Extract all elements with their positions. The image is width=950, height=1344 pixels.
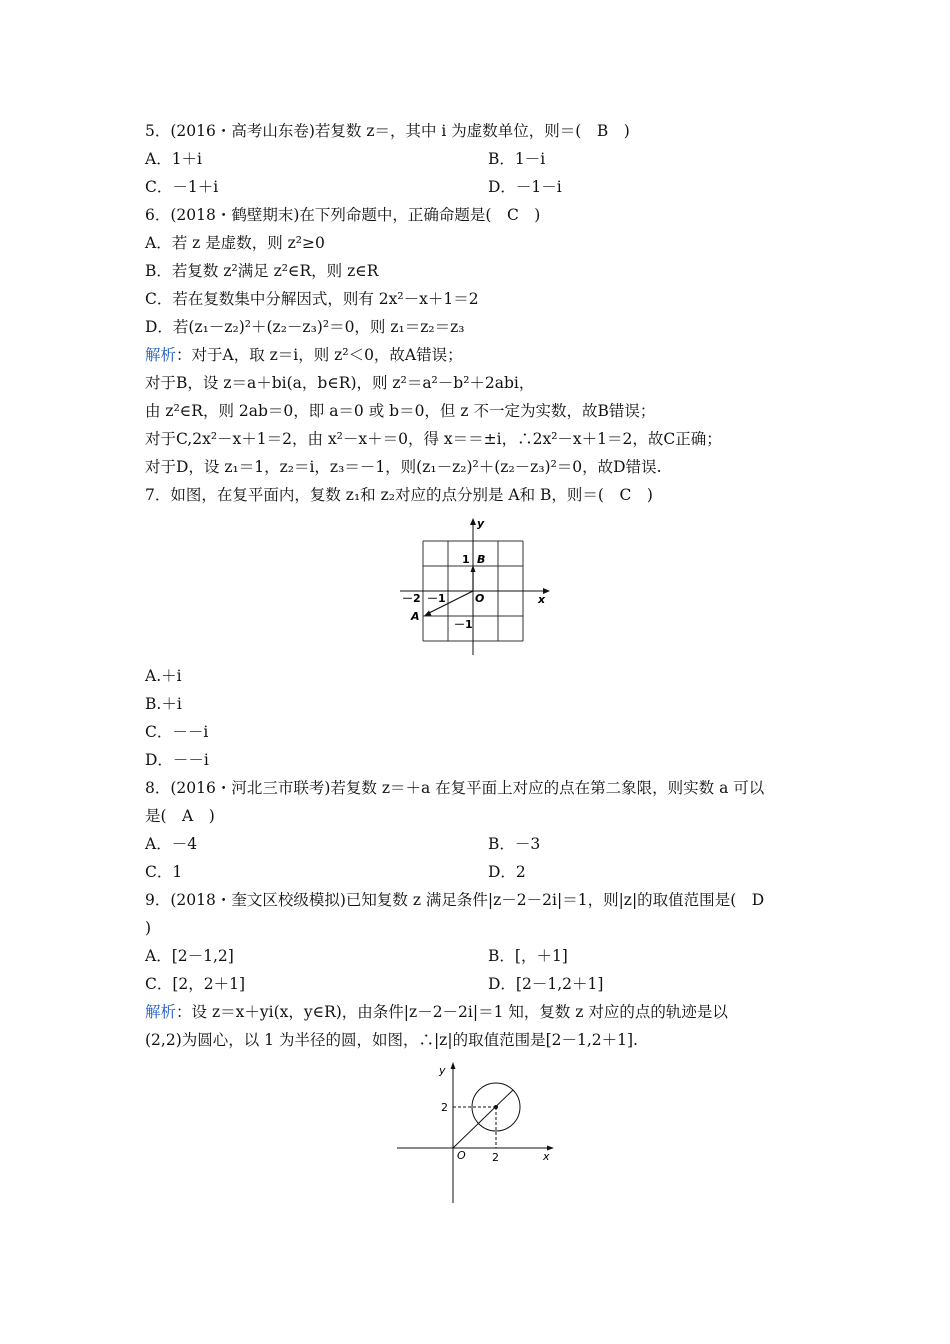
q7-origin-label: O (475, 592, 485, 605)
q9-x-label: x (543, 1150, 550, 1163)
q6-option-c: C．若在复数集中分解因式，则有 2x²－x＋1＝2 (145, 290, 479, 308)
q9-solution-line-1 (145, 1001, 728, 1023)
q9-solution-line-2: (2,2)为圆心，以 1 为半径的圆，如图，∴|z|的取值范围是[2－1,2＋1]. (145, 1031, 638, 1049)
q6-solution-label: 解析 (145, 346, 177, 364)
q7-y-axis-arrow-icon (470, 518, 476, 525)
q5-option-a: A．1＋i (145, 150, 203, 168)
q9-option-b: B．[，＋1] (488, 947, 568, 965)
q9-tick-y-2: 2 (441, 1101, 448, 1114)
q9-solution-label: 解析 (145, 1003, 177, 1021)
q8-stem-line-1: 8．(2016・河北三市联考)若复数 z＝＋a 在复平面上对应的点在第二象限，则实数 a 可以 (145, 779, 765, 797)
q8-option-b: B．－3 (488, 835, 541, 853)
q7-option-c: C．－－i (145, 723, 209, 741)
q6-option-a: A．若 z 是虚数，则 z²≥0 (145, 234, 325, 252)
q9-center-point (494, 1105, 498, 1109)
q7-x-label: x (538, 593, 546, 606)
q6-solution-line-5: 对于D，设 z₁＝1，z₂＝i，z₃＝－1，则(z₁－z₂)²＋(z₂－z₃)²＝0，故D错误. (145, 458, 662, 476)
q7-y-label: y (477, 517, 485, 530)
q9-solution-text-1: ：设 z＝x＋yi(x，y∈R)，由条件|z－2－2i|＝1 知，复数 z 对应的点的轨迹是以 (176, 1003, 728, 1021)
q9-circle-figure (395, 1058, 560, 1206)
q6-option-b: B．若复数 z²满足 z²∈R，则 z∈R (145, 262, 379, 280)
q8-stem-line-2: 是( A ) (145, 807, 215, 825)
q9-option-c: C．[2，2＋1] (145, 975, 246, 993)
q7-vector-oa-arrow-icon (424, 611, 432, 617)
q8-option-d: D．2 (488, 863, 526, 881)
q7-tick-y-neg1: －1 (454, 618, 473, 631)
q8-option-c: C．1 (145, 863, 183, 881)
q6-solution-line-2: 对于B，设 z＝a＋bi(a，b∈R)，则 z²＝a²－b²＋2abi， (145, 374, 535, 392)
q7-option-d: D．－－i (145, 751, 209, 769)
q9-y-label: y (439, 1064, 446, 1077)
q6-solution-line-3: 由 z²∈R，则 2ab＝0，即 a＝0 或 b＝0，但 z 不一定为实数，故B错误； (145, 402, 656, 420)
q9-stem-line-2: ) (145, 919, 152, 937)
q5-stem: 5．(2016・高考山东卷)若复数 z＝，其中 i 为虚数单位，则＝( B ) (145, 122, 630, 140)
q9-stem-line-1: 9．(2018・奎文区校级模拟)已知复数 z 满足条件|z－2－2i|＝1，则|z|的取值范围是( D (145, 891, 765, 909)
q7-tick-x-neg2: －2 (402, 592, 421, 605)
q9-origin-label: O (457, 1149, 466, 1162)
q9-tick-x-2: 2 (492, 1151, 499, 1164)
q9-line-through-center (453, 1090, 513, 1148)
q5-option-d: D．－1－i (488, 178, 562, 196)
q6-solution-line-1 (145, 344, 463, 366)
q7-point-b-label: B (477, 553, 486, 566)
q9-option-a: A．[2－1,2] (145, 947, 234, 965)
q8-option-a: A．－4 (145, 835, 198, 853)
q7-option-a: A.＋i (145, 667, 182, 685)
q7-tick-x-neg1: －1 (427, 592, 446, 605)
q7-complex-plane-figure (395, 512, 555, 658)
q5-option-b: B．1－i (488, 150, 546, 168)
q6-option-d: D．若(z₁－z₂)²＋(z₂－z₃)²＝0，则 z₁＝z₂＝z₃ (145, 318, 465, 336)
q9-y-axis-arrow-icon (451, 1062, 456, 1069)
q9-option-d: D．[2－1,2＋1] (488, 975, 604, 993)
q7-point-a-label: A (411, 610, 420, 623)
q6-stem: 6．(2018・鹤壁期末)在下列命题中，正确命题是( C ) (145, 206, 541, 224)
q7-tick-y-1: 1 (462, 553, 470, 566)
q7-option-b: B.＋i (145, 695, 182, 713)
q6-solution-line-4: 对于C,2x²－x＋1＝2，由 x²－x＋＝0，得 x＝＝±i，∴2x²－x＋1＝2，故C正确； (145, 430, 722, 448)
q5-option-c: C．－1＋i (145, 178, 219, 196)
q6-solution-text-1: ：对于A，取 z＝i，则 z²＜0，故A错误； (176, 346, 463, 364)
q7-stem: 7．如图，在复平面内，复数 z₁和 z₂对应的点分别是 A和 B，则＝( C ) (145, 486, 653, 504)
